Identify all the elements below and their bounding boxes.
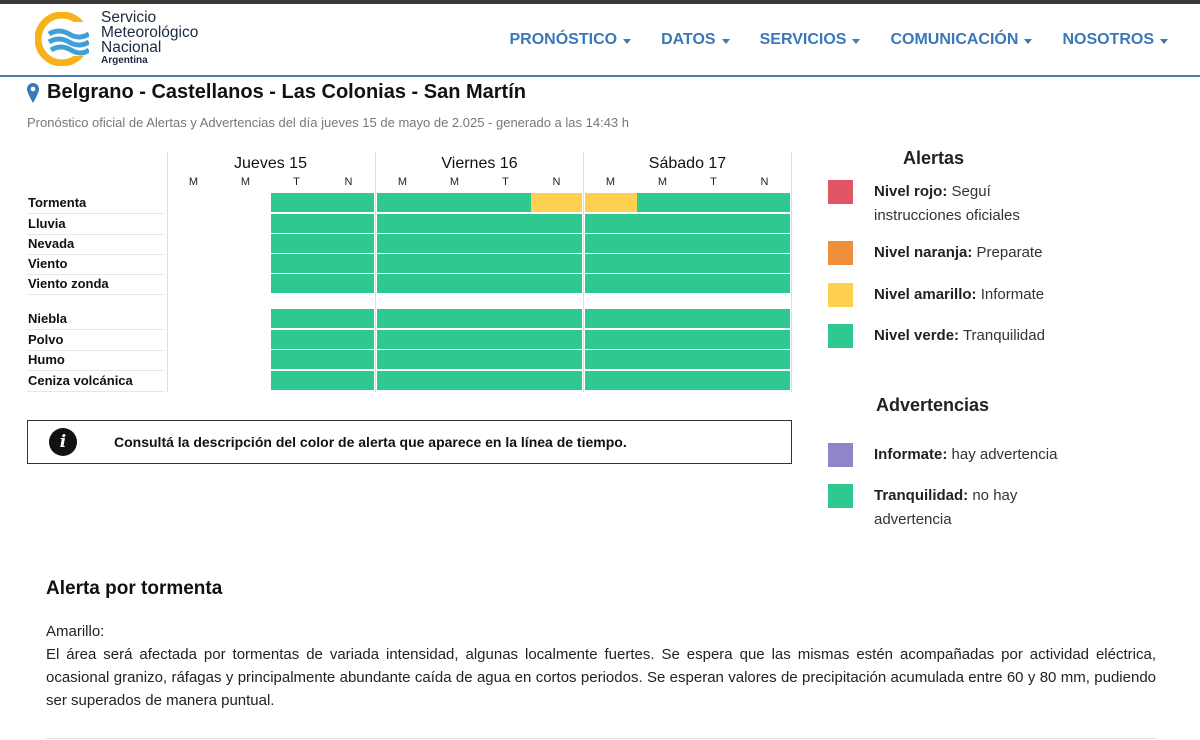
period-label: M xyxy=(240,176,251,188)
timeline-cell-green[interactable] xyxy=(429,234,480,253)
period-label: N xyxy=(344,176,353,188)
timeline-cell-green[interactable] xyxy=(429,274,480,293)
timeline-cell-green[interactable] xyxy=(585,309,637,328)
timeline-cell-green[interactable] xyxy=(480,330,531,349)
timeline-cell-yellow[interactable] xyxy=(585,193,637,212)
caret-down-icon xyxy=(1024,39,1032,44)
red-swatch xyxy=(828,180,853,204)
timeline-cell-green[interactable] xyxy=(739,309,790,328)
timeline-cell-green[interactable] xyxy=(429,193,480,212)
logo-line-1: Servicio xyxy=(101,9,157,26)
timeline-cell-green[interactable] xyxy=(271,214,323,233)
timeline-cell-green[interactable] xyxy=(637,350,688,369)
legend-desc: Informate xyxy=(980,286,1045,303)
green-swatch xyxy=(828,484,853,508)
forecast-subtitle: Pronóstico oficial de Alertas y Advertencias del día jueves 15 de mayo de 2.025 - generado a las 14:43 h xyxy=(27,115,629,130)
timeline-cell-green[interactable] xyxy=(480,371,531,390)
timeline-cell-green[interactable] xyxy=(531,254,582,273)
legend-desc: Tranquilidad xyxy=(962,327,1045,344)
timeline-cell-green[interactable] xyxy=(480,350,531,369)
location-title: Belgrano - Castellanos - Las Colonias - San Martín xyxy=(47,81,526,103)
timeline-cell-green[interactable] xyxy=(688,193,739,212)
timeline-cell-green[interactable] xyxy=(637,254,688,273)
caret-down-icon xyxy=(852,39,860,44)
legend-item-red xyxy=(828,180,1074,228)
timeline-cell-green[interactable] xyxy=(429,350,480,369)
period-label: M xyxy=(605,176,616,188)
timeline-cell-green[interactable] xyxy=(531,274,582,293)
timeline-cell-green[interactable] xyxy=(377,254,429,273)
legend-desc: Seguí instrucciones oficiales xyxy=(874,183,1020,224)
timeline-cell-green[interactable] xyxy=(688,214,739,233)
timeline-cell-green[interactable] xyxy=(377,371,429,390)
row-label: Tormenta xyxy=(27,193,165,214)
period-label: N xyxy=(552,176,561,188)
timeline-cell-green[interactable] xyxy=(323,330,374,349)
green-swatch xyxy=(828,324,853,348)
day-separator xyxy=(583,152,584,392)
timeline-cell-green[interactable] xyxy=(377,330,429,349)
timeline-cell-green[interactable] xyxy=(271,274,323,293)
legend-item-yellow xyxy=(828,283,1074,307)
timeline-cell-green[interactable] xyxy=(271,193,323,212)
timeline-cell-green[interactable] xyxy=(429,330,480,349)
timeline-cell-green[interactable] xyxy=(323,234,374,253)
timeline-cell-green[interactable] xyxy=(637,330,688,349)
timeline-cell-green[interactable] xyxy=(585,214,637,233)
row-label: Viento xyxy=(27,254,165,275)
legend-text xyxy=(874,324,1074,348)
timeline-cell-green[interactable] xyxy=(271,254,323,273)
timeline-cell-green[interactable] xyxy=(323,309,374,328)
legend-desc: no hay advertencia xyxy=(874,487,1018,528)
alert-detail xyxy=(46,578,1156,712)
timeline-cell-green[interactable] xyxy=(429,371,480,390)
timeline-cell-green[interactable] xyxy=(688,274,739,293)
timeline-cell-green[interactable] xyxy=(739,350,790,369)
period-label: M xyxy=(657,176,668,188)
detail-title: Alerta por tormenta xyxy=(46,578,223,599)
row-label: Polvo xyxy=(27,330,165,351)
timeline-cell-green[interactable] xyxy=(377,214,429,233)
row-label: Humo xyxy=(27,350,165,371)
timeline-cell-green[interactable] xyxy=(323,214,374,233)
period-label: M xyxy=(188,176,199,188)
nav-servicios[interactable] xyxy=(760,31,861,49)
timeline-cell-green[interactable] xyxy=(429,214,480,233)
site-header xyxy=(0,4,1200,77)
timeline-cell-green[interactable] xyxy=(739,214,790,233)
timeline-cell-green[interactable] xyxy=(323,254,374,273)
timeline-cell-green[interactable] xyxy=(377,350,429,369)
timeline-cell-green[interactable] xyxy=(480,234,531,253)
period-label: M xyxy=(449,176,460,188)
timeline-cell-green[interactable] xyxy=(377,274,429,293)
legend-item-orange xyxy=(828,241,1074,265)
timeline-cell-green[interactable] xyxy=(377,309,429,328)
timeline-cell-green[interactable] xyxy=(637,193,688,212)
timeline-cell-green[interactable] xyxy=(688,234,739,253)
period-label: T xyxy=(502,176,509,188)
legend-desc: hay advertencia xyxy=(951,446,1058,463)
timeline-cell-green[interactable] xyxy=(585,371,637,390)
timeline-cell-yellow[interactable] xyxy=(531,193,582,212)
timeline-cell-green[interactable] xyxy=(585,330,637,349)
smn-logo-icon xyxy=(35,12,89,66)
legend-item-calm xyxy=(828,484,1074,532)
orange-swatch xyxy=(828,241,853,265)
smn-logo[interactable] xyxy=(35,8,225,68)
logo-line-2: Meteorológico xyxy=(101,24,199,41)
timeline-cell-green[interactable] xyxy=(531,214,582,233)
day-separator xyxy=(791,152,792,392)
timeline-cell-green[interactable] xyxy=(480,254,531,273)
timeline-cell-green[interactable] xyxy=(637,214,688,233)
detail-level: Amarillo: xyxy=(46,623,105,640)
timeline-cell-green[interactable] xyxy=(377,234,429,253)
timeline-cell-green[interactable] xyxy=(480,274,531,293)
timeline-cell-green[interactable] xyxy=(637,371,688,390)
logo-text xyxy=(101,10,198,67)
main-nav xyxy=(510,31,1169,49)
timeline-cell-green[interactable] xyxy=(739,371,790,390)
timeline-cell-green[interactable] xyxy=(739,254,790,273)
timeline-cell-green[interactable] xyxy=(271,350,323,369)
timeline-cell-green[interactable] xyxy=(688,254,739,273)
info-icon: i xyxy=(49,428,77,456)
legend-item-green xyxy=(828,324,1074,348)
row-label: Niebla xyxy=(27,309,165,330)
timeline-cell-green[interactable] xyxy=(271,330,323,349)
nav-label: PRONÓSTICO xyxy=(509,31,618,48)
row-label: Lluvia xyxy=(27,214,165,235)
legend-desc: Preparate xyxy=(976,244,1043,261)
legend-text xyxy=(874,180,1074,228)
logo-line-3: Nacional xyxy=(101,39,162,56)
timeline-cell-green[interactable] xyxy=(429,254,480,273)
period-label: T xyxy=(710,176,717,188)
timeline-cell-green[interactable] xyxy=(323,274,374,293)
timeline-cell-green[interactable] xyxy=(585,350,637,369)
legend-name: Tranquilidad: xyxy=(874,487,969,504)
timeline-cell-green[interactable] xyxy=(637,274,688,293)
timeline-cell-green[interactable] xyxy=(480,214,531,233)
timeline-cell-green[interactable] xyxy=(531,350,582,369)
timeline-cell-green[interactable] xyxy=(323,371,374,390)
location-heading xyxy=(27,81,526,104)
legend-text xyxy=(874,241,1074,265)
legend-text xyxy=(874,484,1074,532)
legend-text xyxy=(874,283,1074,307)
row-label: Viento zonda xyxy=(27,274,165,295)
timeline-cell-green[interactable] xyxy=(739,193,790,212)
nav-label: COMUNICACIÓN xyxy=(890,31,1019,48)
caret-down-icon xyxy=(623,39,631,44)
timeline-cell-green[interactable] xyxy=(739,234,790,253)
timeline-cell-green[interactable] xyxy=(739,274,790,293)
legend-text xyxy=(874,443,1074,467)
yellow-swatch xyxy=(828,283,853,307)
period-label: M xyxy=(397,176,408,188)
map-pin-icon xyxy=(27,83,39,103)
day-header: Sábado 17 xyxy=(648,155,727,172)
timeline-cell-green[interactable] xyxy=(688,350,739,369)
timeline-cell-green[interactable] xyxy=(271,371,323,390)
day-header: Jueves 15 xyxy=(234,155,307,172)
timeline-cell-green[interactable] xyxy=(585,234,637,253)
legend-name: Nivel naranja: xyxy=(874,244,973,261)
timeline-cell-green[interactable] xyxy=(585,274,637,293)
purple-swatch xyxy=(828,443,853,467)
timeline-cell-green[interactable] xyxy=(429,309,480,328)
timeline-cell-green[interactable] xyxy=(531,309,582,328)
row-label: Ceniza volcánica xyxy=(27,371,165,392)
timeline-cell-green[interactable] xyxy=(531,371,582,390)
timeline-cell-green[interactable] xyxy=(480,193,531,212)
info-text: Consultá la descripción del color de alerta que aparece en la línea de tiempo. xyxy=(114,434,627,450)
timeline-cell-green[interactable] xyxy=(323,193,374,212)
timeline-cell-green[interactable] xyxy=(637,234,688,253)
info-notice xyxy=(27,420,792,464)
detail-text: El área será afectada por tormentas de variada intensidad, algunas localmente fuertes. Se espera que las mismas estén acompañadas por actividad eléctrica, ocasional granizo, ráfagas y principalmente abundante caída de agua en cortos periodos. Se esperan valores de precipitación acumulada entre 60 y 80 mm, pudiendo ser superados de manera puntual. xyxy=(46,646,1156,709)
timeline-cell-green[interactable] xyxy=(271,309,323,328)
nav-label: NOSOTROS xyxy=(1062,31,1154,48)
period-label: N xyxy=(760,176,769,188)
legend-name: Nivel rojo: xyxy=(874,183,948,200)
timeline-cell-green[interactable] xyxy=(377,193,429,212)
legend-name: Informate: xyxy=(874,446,948,463)
day-separator xyxy=(375,152,376,392)
caret-down-icon xyxy=(722,39,730,44)
timeline-cell-green[interactable] xyxy=(585,254,637,273)
nav-datos[interactable] xyxy=(661,31,730,49)
nav-label: DATOS xyxy=(661,31,716,48)
day-header: Viernes 16 xyxy=(441,155,518,172)
timeline-cell-green[interactable] xyxy=(480,309,531,328)
nav-comunicacion[interactable] xyxy=(890,31,1032,49)
timeline-cell-green[interactable] xyxy=(323,350,374,369)
nav-nosotros[interactable] xyxy=(1062,31,1168,49)
caret-down-icon xyxy=(1160,39,1168,44)
warnings-legend-title: Advertencias xyxy=(876,395,990,415)
divider xyxy=(46,738,1156,739)
timeline-cell-green[interactable] xyxy=(531,234,582,253)
timeline-cell-green[interactable] xyxy=(739,330,790,349)
timeline-cell-green[interactable] xyxy=(271,234,323,253)
day-separator xyxy=(167,152,168,392)
timeline-cell-green[interactable] xyxy=(637,309,688,328)
timeline-cell-green[interactable] xyxy=(688,309,739,328)
legend-item-purple xyxy=(828,443,1074,467)
timeline-cell-green[interactable] xyxy=(688,330,739,349)
alert-timeline xyxy=(27,152,792,392)
alerts-legend-title: Alertas xyxy=(903,148,965,168)
period-label: T xyxy=(293,176,300,188)
legend-name: Nivel verde: xyxy=(874,327,960,344)
logo-line-4: Argentina xyxy=(101,55,148,66)
timeline-cell-green[interactable] xyxy=(531,330,582,349)
legend-name: Nivel amarillo: xyxy=(874,286,977,303)
row-label: Nevada xyxy=(27,234,165,255)
timeline-cell-green[interactable] xyxy=(688,371,739,390)
nav-pronostico[interactable] xyxy=(510,31,632,49)
nav-label: SERVICIOS xyxy=(759,31,847,48)
